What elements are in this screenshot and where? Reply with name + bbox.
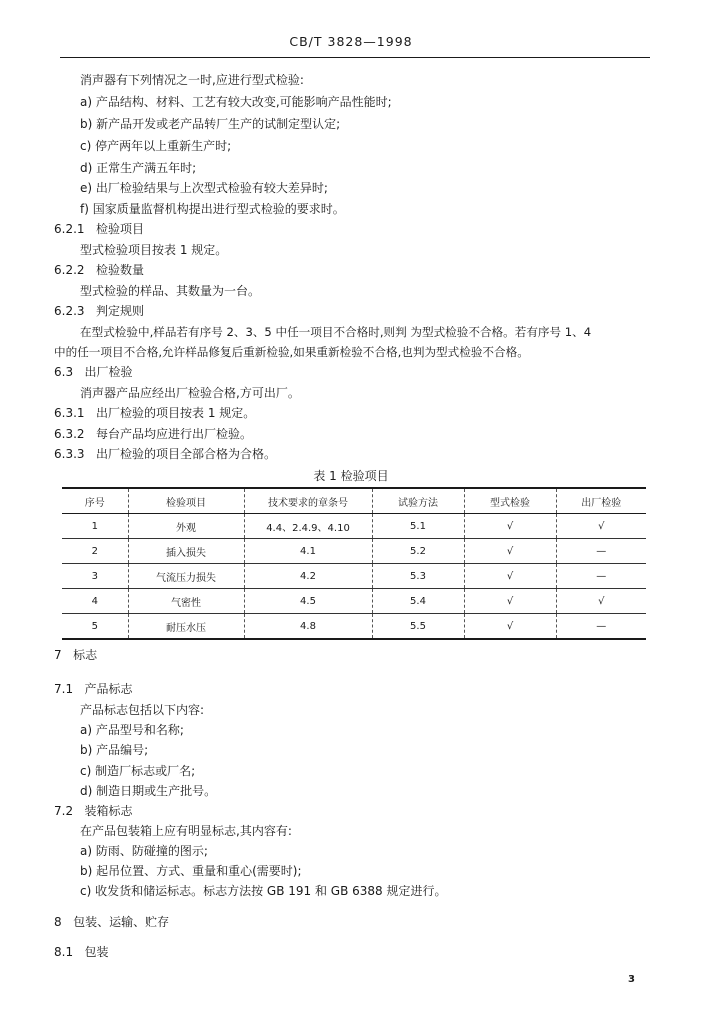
cell-seq: 5 <box>62 614 128 640</box>
s631-number: 6.3.1 <box>54 406 85 420</box>
header-factory-test: 出厂检验 <box>556 488 646 514</box>
cell-method: 5.4 <box>372 589 464 614</box>
table-header-row <box>62 488 646 514</box>
s71-item-b: b) 产品编号; <box>80 743 149 757</box>
s7-title: 标志 <box>73 648 98 662</box>
s62-lead: 消声器有下列情况之一时,应进行型式检验: <box>80 73 304 87</box>
table1-caption: 表 1 检验项目 <box>313 469 389 483</box>
s71-title: 产品标志 <box>84 682 133 696</box>
header-clause: 技术要求的章条号 <box>244 488 372 514</box>
s81-number: 8.1 <box>54 945 74 959</box>
s72-item-b: b) 起吊位置、方式、重量和重心(需要时); <box>80 864 302 878</box>
cell-method: 5.5 <box>372 614 464 640</box>
cell-factory-test: — <box>556 614 646 640</box>
cell-clause: 4.4、2.4.9、4.10 <box>244 514 372 539</box>
s8-number: 8 <box>54 915 62 929</box>
cell-type-test: √ <box>464 539 556 564</box>
s8-title: 包装、运输、贮存 <box>73 915 170 929</box>
s633-number: 6.3.3 <box>54 447 85 461</box>
s62-item-d: d) 正常生产满五年时; <box>80 161 197 175</box>
cell-method: 5.3 <box>372 564 464 589</box>
s7-heading <box>54 647 97 663</box>
table-row <box>62 614 646 640</box>
s622-text: 型式检验的样品、其数量为一台。 <box>80 284 261 298</box>
s631-line <box>54 405 255 421</box>
cell-clause: 4.5 <box>244 589 372 614</box>
table-row <box>62 514 646 539</box>
s63-heading <box>54 364 133 380</box>
s632-line <box>54 426 252 442</box>
s623-text-1: 在型式检验中,样品若有序号 2、3、5 中任一项目不合格时,则判 为型式检验不合格。若有序号 1、4 <box>80 325 592 339</box>
cell-seq: 1 <box>62 514 128 539</box>
cell-item: 插入损失 <box>128 539 244 564</box>
header-rule <box>60 57 650 58</box>
s63-number: 6.3 <box>54 365 74 379</box>
cell-method: 5.1 <box>372 514 464 539</box>
s631-text: 出厂检验的项目按表 1 规定。 <box>96 406 256 420</box>
s62-item-c: c) 停产两年以上重新生产时; <box>80 139 232 153</box>
s72-lead: 在产品包装箱上应有明显标志,其内容有: <box>80 824 292 838</box>
s72-item-a: a) 防雨、防碰撞的图示; <box>80 844 208 858</box>
cell-seq: 3 <box>62 564 128 589</box>
table-row <box>62 539 646 564</box>
s623-text-2: 中的任一项目不合格,允许样品修复后重新检验,如果重新检验不合格,也判为型式检验不合格。 <box>54 345 529 359</box>
cell-item: 外观 <box>128 514 244 539</box>
s71-item-c: c) 制造厂标志或厂名; <box>80 764 196 778</box>
s621-number: 6.2.1 <box>54 222 85 236</box>
header-seq: 序号 <box>62 488 128 514</box>
s622-title: 检验数量 <box>96 263 145 277</box>
cell-item: 耐压水压 <box>128 614 244 640</box>
cell-item: 气密性 <box>128 589 244 614</box>
inspection-items-table <box>62 487 646 640</box>
table-row <box>62 589 646 614</box>
cell-type-test: √ <box>464 614 556 640</box>
s72-title: 装箱标志 <box>84 804 133 818</box>
s71-number: 7.1 <box>54 682 74 696</box>
cell-factory-test: √ <box>556 514 646 539</box>
s633-text: 出厂检验的项目全部合格为合格。 <box>96 447 277 461</box>
cell-factory-test: √ <box>556 589 646 614</box>
s72-number: 7.2 <box>54 804 74 818</box>
cell-method: 5.2 <box>372 539 464 564</box>
cell-clause: 4.1 <box>244 539 372 564</box>
s622-heading <box>54 262 144 278</box>
cell-seq: 2 <box>62 539 128 564</box>
cell-type-test: √ <box>464 514 556 539</box>
s72-heading <box>54 803 133 819</box>
s632-number: 6.3.2 <box>54 427 85 441</box>
s72-item-c: c) 收发货和储运标志。标志方法按 GB 191 和 GB 6388 规定进行。 <box>80 884 447 898</box>
cell-type-test: √ <box>464 564 556 589</box>
s621-title: 检验项目 <box>96 222 145 236</box>
s7-number: 7 <box>54 648 62 662</box>
s62-item-b: b) 新产品开发或老产品转厂生产的试制定型认定; <box>80 117 341 131</box>
s62-item-f: f) 国家质量监督机构提出进行型式检验的要求时。 <box>80 202 345 216</box>
s623-title: 判定规则 <box>96 304 145 318</box>
s621-text: 型式检验项目按表 1 规定。 <box>80 243 228 257</box>
page-header: CB/T 3828—1998 <box>289 34 413 49</box>
table-row <box>62 564 646 589</box>
s623-number: 6.2.3 <box>54 304 85 318</box>
cell-seq: 4 <box>62 589 128 614</box>
s71-item-d: d) 制造日期或生产批号。 <box>80 784 217 798</box>
s71-heading <box>54 681 133 697</box>
s71-lead: 产品标志包括以下内容: <box>80 703 205 717</box>
s621-heading <box>54 221 144 237</box>
s8-heading <box>54 914 169 930</box>
cell-clause: 4.2 <box>244 564 372 589</box>
cell-factory-test: — <box>556 539 646 564</box>
header-type-test: 型式检验 <box>464 488 556 514</box>
cell-factory-test: — <box>556 564 646 589</box>
s62-item-e: e) 出厂检验结果与上次型式检验有较大差异时; <box>80 181 328 195</box>
s71-item-a: a) 产品型号和名称; <box>80 723 184 737</box>
s632-text: 每台产品均应进行出厂检验。 <box>96 427 253 441</box>
s633-line <box>54 446 276 462</box>
cell-item: 气流压力损失 <box>128 564 244 589</box>
s81-title: 包装 <box>84 945 109 959</box>
s63-title: 出厂检验 <box>84 365 133 379</box>
s622-number: 6.2.2 <box>54 263 85 277</box>
header-item: 检验项目 <box>128 488 244 514</box>
cell-clause: 4.8 <box>244 614 372 640</box>
header-method: 试验方法 <box>372 488 464 514</box>
cell-type-test: √ <box>464 589 556 614</box>
page-number: 3 <box>628 974 635 985</box>
s63-text: 消声器产品应经出厂检验合格,方可出厂。 <box>80 386 300 400</box>
s623-heading <box>54 303 144 319</box>
s62-item-a: a) 产品结构、材料、工艺有较大改变,可能影响产品性能时; <box>80 95 392 109</box>
s81-heading <box>54 944 109 960</box>
